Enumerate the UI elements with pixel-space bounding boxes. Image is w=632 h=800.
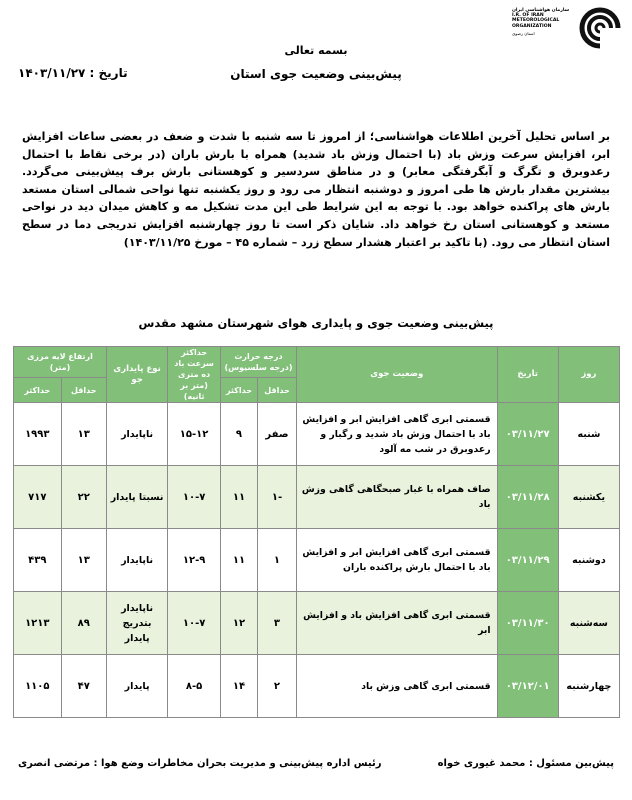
row-boundary-max: ۱۹۹۳	[14, 403, 62, 466]
row-day: چهارشنبه	[558, 655, 619, 718]
row-boundary-min: ۲۲	[61, 466, 106, 529]
row-boundary-max: ۴۳۹	[14, 529, 62, 592]
row-date: ۰۳/۱۱/۲۷	[497, 403, 558, 466]
row-temp-min: صفر	[257, 403, 296, 466]
table-row	[14, 655, 620, 718]
row-stability: ناپایدار	[106, 529, 167, 592]
row-day: یکشنبه	[558, 466, 619, 529]
header-condition: وضعیت جوی	[296, 347, 497, 403]
issue-date	[18, 66, 128, 80]
forecast-table	[13, 346, 620, 718]
logo-en-line-2: METEOROLOGICAL	[512, 18, 560, 24]
row-boundary-max: ۱۲۱۳	[14, 592, 62, 655]
header-day: روز	[558, 347, 619, 403]
table-row	[14, 592, 620, 655]
row-stability: ناپایدار	[106, 403, 167, 466]
header-boundary-max: حداکثر	[14, 378, 62, 403]
header-boundary-layer: ارتفاع لایه مرزی (متر)	[14, 347, 107, 378]
row-temp-max: ۱۱	[220, 466, 257, 529]
row-temp-max: ۱۴	[220, 655, 257, 718]
header-temp-max: حداکثر	[220, 378, 257, 403]
row-wind: ۱۵-۱۲	[168, 403, 221, 466]
row-day: شنبه	[558, 403, 619, 466]
row-date: ۰۳/۱۱/۲۹	[497, 529, 558, 592]
row-day: سه‌شنبه	[558, 592, 619, 655]
row-boundary-min: ۴۷	[61, 655, 106, 718]
row-temp-max: ۱۲	[220, 592, 257, 655]
row-condition: قسمتی ابری گاهی افزایش باد و افزایش ابر	[296, 592, 497, 655]
row-boundary-min: ۸۹	[61, 592, 106, 655]
header-temp-min: حداقل	[257, 378, 296, 403]
row-temp-min: ۳	[257, 592, 296, 655]
row-date: ۰۳/۱۱/۳۰	[497, 592, 558, 655]
row-date: ۰۳/۱۲/۰۱	[497, 655, 558, 718]
forecast-paragraph: بر اساس تحلیل آخرین اطلاعات هواشناسی؛ از امروز تا سه شنبه با شدت و ضعف در بعضی ساعات افزایش ابر، افزایش سرعت وزش باد (با احتمال وزش باد شدید) همراه با بارش باران (در برخی نقاط با احتمال رعدوبرق و تگرگ و آبگرفتگی معابر) و در مناطق سردسیر و کوهستانی بارش برف پیش‌بینی می‌گردد. بیشترین مقدار بارش ها طی امروز و دوشنبه انتظار می رود و روز یکشنبه تنها نواحی شمالی استان مستعد بارش های پراکنده خواهد بود. با توجه به این شرایط طی این مدت تشکیل مه و کاهش میدان دید در نواحی مستعد و کوهستانی استان رخ خواهد داد. شایان ذکر است تا روز چهارشنبه افزایش تدریجی دما در سطح استان انتظار می رود. (با تاکید بر اعتبار هشدار سطح زرد – شماره ۴۵ – مورخ ۱۴۰۳/۱۱/۲۵)	[22, 130, 610, 249]
logo-sub: استان رضوی	[512, 30, 535, 36]
row-condition: قسمتی ابری گاهی افزایش ابر و افزایش باد با احتمال وزش باد شدید و رگبار و رعدوبرق در شب مه آلود	[296, 403, 497, 466]
row-wind: ۱۰-۷	[168, 466, 221, 529]
date-value: ۱۴۰۳/۱۱/۲۷	[18, 66, 86, 80]
row-wind: ۸-۵	[168, 655, 221, 718]
row-boundary-min: ۱۳	[61, 529, 106, 592]
header-boundary-min: حداقل	[61, 378, 106, 403]
header-wind: حداکثر سرعت باد ده متری (متر بر ثانیه)	[168, 347, 221, 403]
row-day: دوشنبه	[558, 529, 619, 592]
table-row	[14, 466, 620, 529]
date-label: تاریخ :	[89, 66, 128, 80]
logo-en-line-1: I.R. OF IRAN	[512, 13, 544, 19]
row-temp-max: ۱۱	[220, 529, 257, 592]
row-condition: قسمتی ابری گاهی وزش باد	[296, 655, 497, 718]
row-temp-min: ۲	[257, 655, 296, 718]
row-temp-min: -۱	[257, 466, 296, 529]
logo-en-line-3: ORGANIZATION	[512, 23, 552, 29]
director-signature: رئیس اداره پیش‌بینی و مدیریت بحران مخاطرات وضع هوا : مرتضی انصری	[18, 758, 382, 769]
row-condition: قسمتی ابری گاهی افزایش ابر و افزایش باد با احتمال بارش پراکنده باران	[296, 529, 497, 592]
row-stability: نسبتا پایدار	[106, 466, 167, 529]
logo-text	[512, 8, 576, 36]
row-temp-min: ۱	[257, 529, 296, 592]
table-row	[14, 403, 620, 466]
header-date: تاریخ	[497, 347, 558, 403]
row-boundary-min: ۱۳	[61, 403, 106, 466]
row-boundary-max: ۱۱۰۵	[14, 655, 62, 718]
bismillah: بسمه تعالی	[284, 44, 348, 57]
header-stability: نوع پایداری جو	[106, 347, 167, 403]
header-temperature: درجه حرارت (درجه سلسیوس)	[220, 347, 296, 378]
table-title: پیش‌بینی وضعیت جوی و پایداری هوای شهرستان مشهد مقدس	[138, 316, 494, 330]
forecaster-signature: پیش‌بین مسئول : محمد غیوری خواه	[437, 758, 614, 769]
row-wind: ۱۲-۹	[168, 529, 221, 592]
table-row	[14, 529, 620, 592]
row-wind: ۱۰-۷	[168, 592, 221, 655]
row-temp-max: ۹	[220, 403, 257, 466]
logo-fa-line: سازمان هواشناسی ایران	[512, 8, 570, 13]
page-title: پیش‌بینی وضعیت جوی استان	[230, 67, 402, 81]
row-boundary-max: ۷۱۷	[14, 466, 62, 529]
row-date: ۰۳/۱۱/۲۸	[497, 466, 558, 529]
row-stability: ناپایدار بتدریج پایدار	[106, 592, 167, 655]
row-stability: پایدار	[106, 655, 167, 718]
row-condition: صاف همراه با غبار صبحگاهی گاهی وزش باد	[296, 466, 497, 529]
